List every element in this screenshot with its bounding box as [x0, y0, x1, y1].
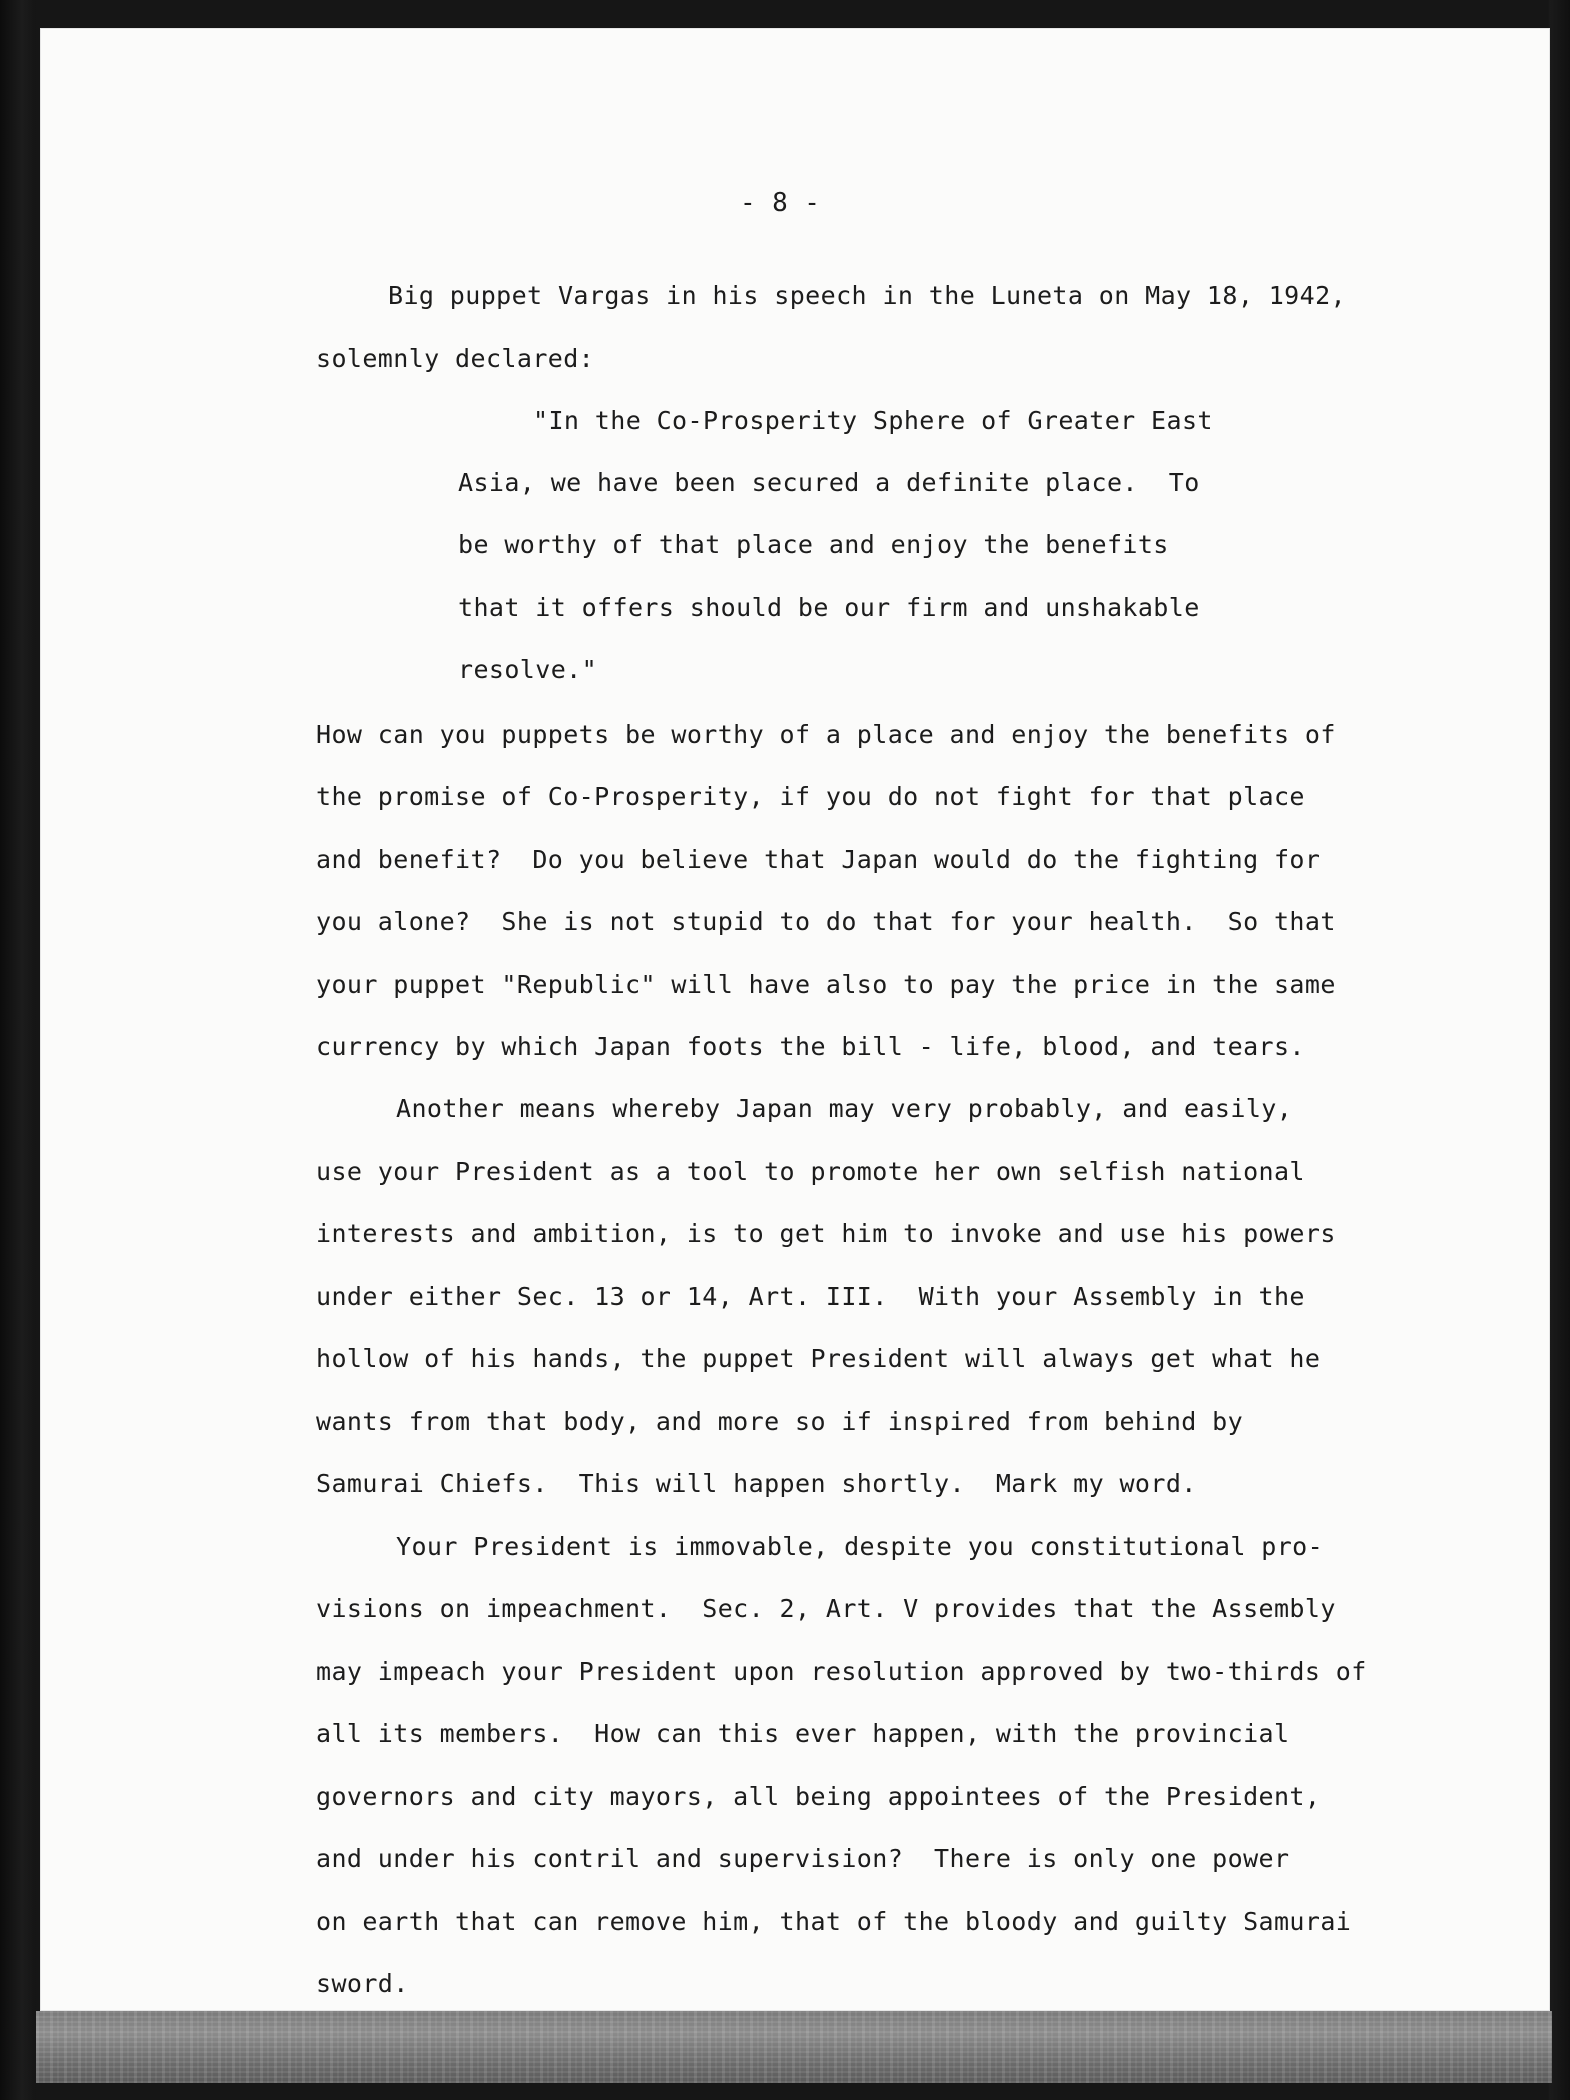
- document-page: [40, 28, 1550, 2011]
- paragraph-3-line-2: use your President as a tool to promote her own selfish national: [316, 1157, 1305, 1186]
- paragraph-2-line-3: and benefit? Do you believe that Japan would do the fighting for: [316, 845, 1321, 874]
- paragraph-3-line-3: interests and ambition, is to get him to invoke and use his powers: [316, 1219, 1336, 1248]
- paragraph-4-line-8: sword.: [316, 1969, 409, 1998]
- paragraph-3-line-1: Another means whereby Japan may very probably, and easily,: [396, 1094, 1293, 1123]
- paragraph-3-line-7: Samurai Chiefs. This will happen shortly. Mark my word.: [316, 1469, 1197, 1498]
- paragraph-2-line-6: currency by which Japan foots the bill - life, blood, and tears.: [316, 1032, 1305, 1061]
- paragraph-4-line-2: visions on impeachment. Sec. 2, Art. V provides that the Assembly: [316, 1594, 1336, 1623]
- paragraph-1-line-2: solemnly declared:: [316, 344, 595, 373]
- scan-bottom-edge: [36, 2011, 1552, 2083]
- paragraph-3-line-6: wants from that body, and more so if inspired from behind by: [316, 1407, 1244, 1436]
- paragraph-2-line-2: the promise of Co-Prosperity, if you do not fight for that place: [316, 782, 1305, 811]
- quote-line-1: "In the Co-Prosperity Sphere of Greater East: [533, 406, 1213, 435]
- paragraph-3-line-4: under either Sec. 13 or 14, Art. III. With your Assembly in the: [316, 1282, 1305, 1311]
- paragraph-4-line-4: all its members. How can this ever happen, with the provincial: [316, 1719, 1290, 1748]
- page-number: - 8 -: [740, 188, 821, 218]
- paragraph-4-line-5: governors and city mayors, all being appointees of the President,: [316, 1782, 1321, 1811]
- paragraph-4-line-7: on earth that can remove him, that of the bloody and guilty Samurai: [316, 1907, 1352, 1936]
- quote-line-3: be worthy of that place and enjoy the benefits: [458, 530, 1169, 559]
- quote-line-4: that it offers should be our firm and unshakable: [458, 593, 1200, 622]
- paragraph-2-line-1: How can you puppets be worthy of a place and enjoy the benefits of: [316, 720, 1336, 749]
- paragraph-4-line-3: may impeach your President upon resolution approved by two-thirds of: [316, 1657, 1367, 1686]
- paragraph-2-line-4: you alone? She is not stupid to do that for your health. So that: [316, 907, 1336, 936]
- paragraph-3-line-5: hollow of his hands, the puppet President will always get what he: [316, 1344, 1321, 1373]
- paragraph-1-line-1: Big puppet Vargas in his speech in the Luneta on May 18, 1942,: [388, 281, 1346, 310]
- quote-line-2: Asia, we have been secured a definite place. To: [458, 468, 1200, 497]
- paragraph-4-line-1: Your President is immovable, despite you constitutional pro-: [396, 1532, 1324, 1561]
- document-text: [40, 28, 1550, 2011]
- paragraph-4-line-6: and under his contril and supervision? There is only one power: [316, 1844, 1290, 1873]
- quote-line-5: resolve.": [458, 655, 598, 684]
- paragraph-2-line-5: your puppet "Republic" will have also to pay the price in the same: [316, 970, 1336, 999]
